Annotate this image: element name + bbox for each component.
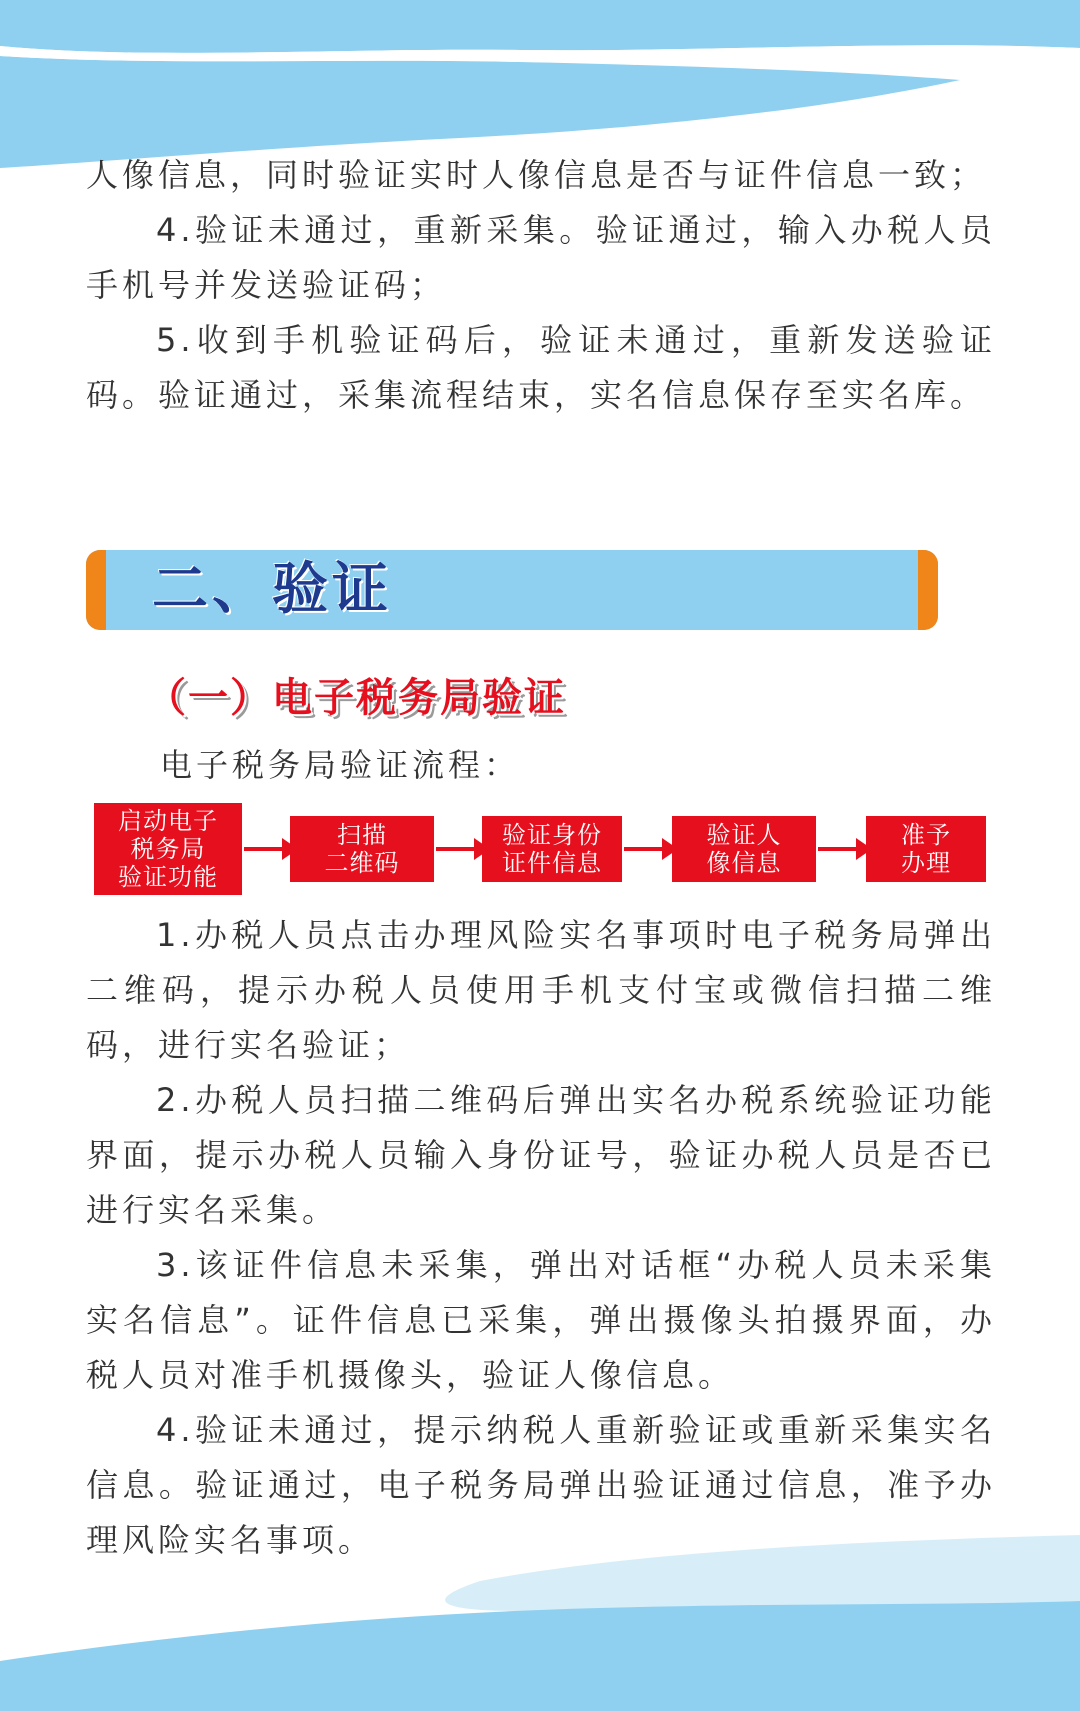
section-header-bar <box>86 550 938 630</box>
flow-label: 电子税务局验证流程： <box>160 746 521 784</box>
flow-arrow-1 <box>244 847 284 851</box>
paragraph-portrait-check: 人像信息，同时验证实时人像信息是否与证件信息一致； <box>86 156 987 194</box>
flow-arrow-3 <box>624 847 664 851</box>
flow-step-1: 启动电子 税务局 验证功能 <box>94 803 242 895</box>
flow-step-5: 准予 办理 <box>866 816 986 882</box>
flow-arrow-4 <box>818 847 858 851</box>
paragraph-verify-step-3: 3.该证件信息未采集，弹出对话框“办税人员未采集实名信息”。证件信息已采集，弹出摄像头拍摄界面，办税人员对准手机摄像头，验证人像信息。 <box>86 1246 996 1394</box>
flow-step-2: 扫描 二维码 <box>290 816 434 882</box>
subsection-title: （一）电子税务局验证 <box>146 675 566 721</box>
flow-arrow-2 <box>436 847 476 851</box>
paragraph-step-5-collect: 5.收到手机验证码后，验证未通过，重新发送验证码。验证通过，采集流程结束，实名信息保存至实名库。 <box>86 321 996 414</box>
section-title: 二、验证 <box>152 557 392 622</box>
body-text-block <box>86 908 996 1568</box>
paragraph-step-4-collect: 4.验证未通过，重新采集。验证通过，输入办税人员手机号并发送验证码； <box>86 211 996 304</box>
section-bar-right-cap <box>918 550 938 630</box>
section-bar-left-cap <box>86 550 106 630</box>
flow-step-4: 验证人 像信息 <box>672 816 816 882</box>
flow-step-3: 验证身份 证件信息 <box>482 816 622 882</box>
paragraph-verify-step-1: 1.办税人员点击办理风险实名事项时电子税务局弹出二维码，提示办税人员使用手机支付宝或微信扫描二维码，进行实名验证； <box>86 916 996 1064</box>
paragraph-verify-step-4: 4.验证未通过，提示纳税人重新验证或重新采集实名信息。验证通过，电子税务局弹出验证通过信息，准予办理风险实名事项。 <box>86 1411 996 1559</box>
paragraph-verify-step-2: 2.办税人员扫描二维码后弹出实名办税系统验证功能界面，提示办税人员输入身份证号，验证办税人员是否已进行实名采集。 <box>86 1081 996 1229</box>
top-text-block <box>86 148 996 423</box>
